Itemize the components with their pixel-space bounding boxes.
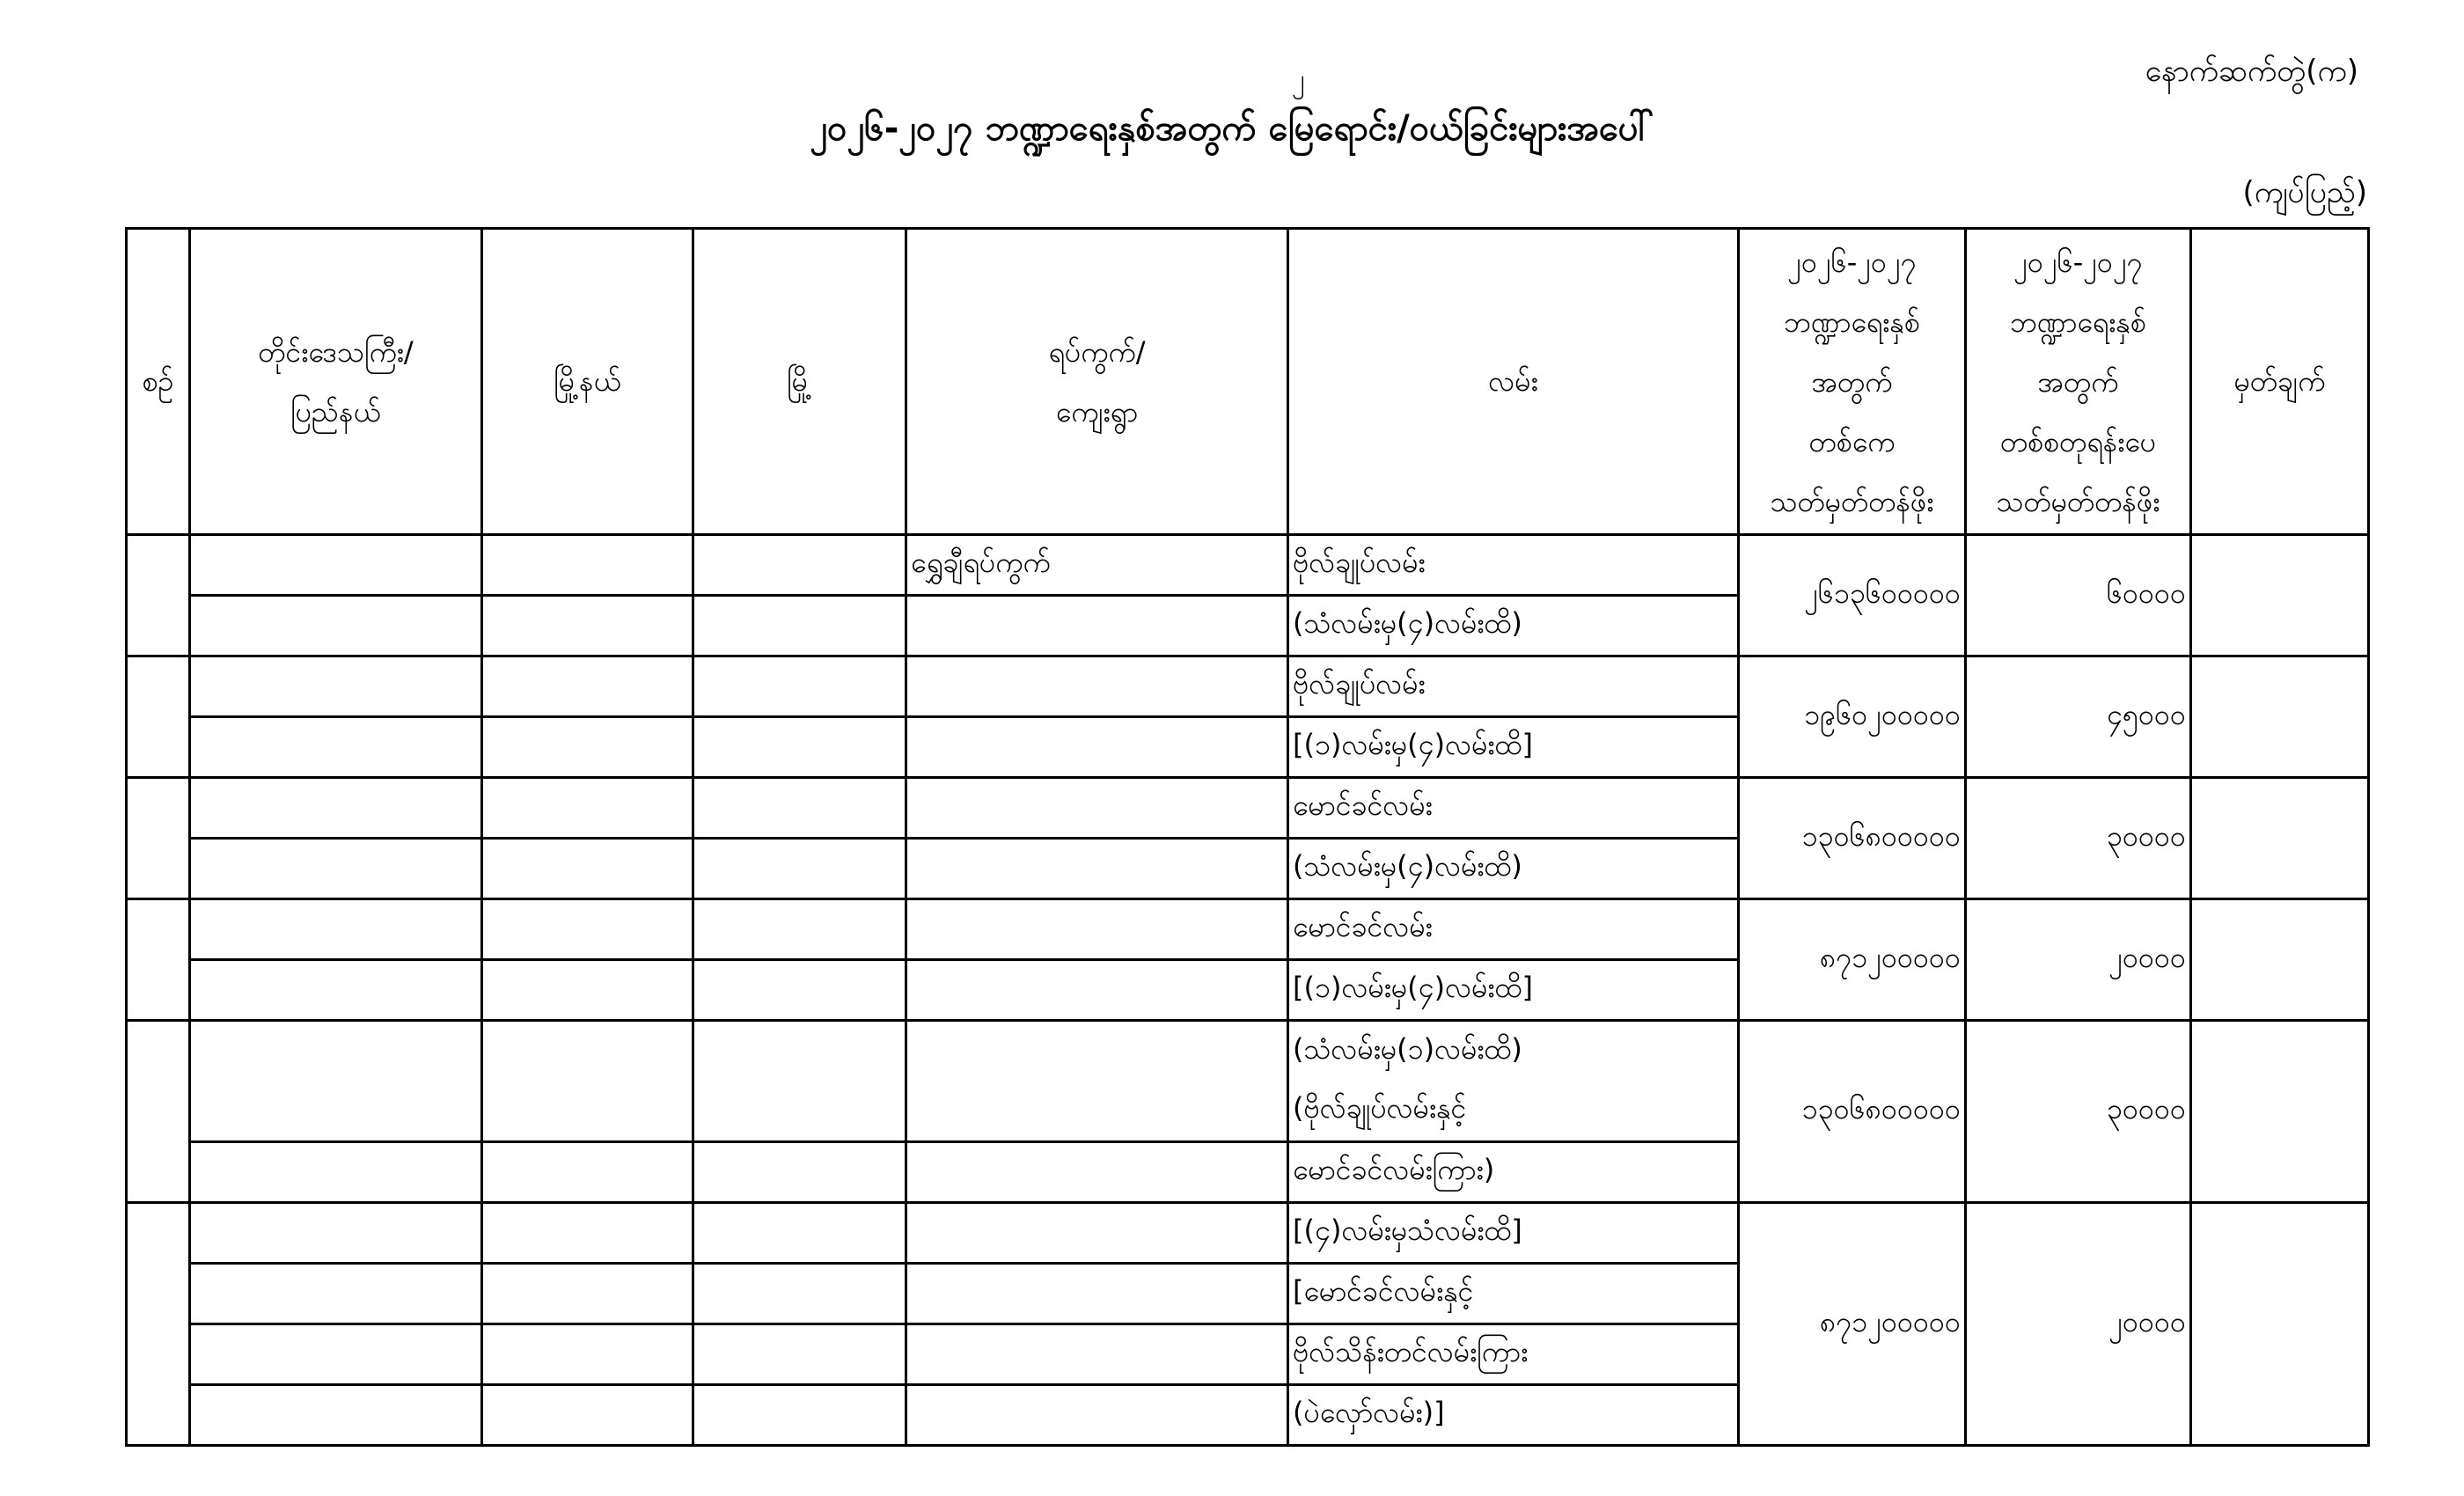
street-cell: မောင်ခင်လမ်းကြား) (1288, 1142, 1739, 1203)
street-cell: (သံလမ်းမှ(၄)လမ်းထိ) (1288, 596, 1739, 656)
street-cell: (ဗိုလ်ချုပ်လမ်းနှင့် (1288, 1082, 1739, 1142)
value-per-acre-cell: ၁၃၀၆၈၀၀၀၀၀ (1739, 778, 1966, 899)
value-per-acre-cell: ၈၇၁၂၀၀၀၀၀ (1739, 1203, 1966, 1446)
town-cell (693, 1264, 906, 1324)
street-cell: [မောင်ခင်လမ်းနှင့် (1288, 1264, 1739, 1324)
table-row (127, 535, 2369, 596)
ward-cell (906, 1021, 1288, 1142)
town-cell (693, 839, 906, 899)
column-header-value-per-sqft: ၂၀၂၆-၂၀၂၇ ဘဏ္ဍာရေးနှစ် အတွက် တစ်စတုရန်းပေ သတ်မှတ်တန်ဖိုး (1966, 229, 2191, 535)
table-row (127, 1203, 2369, 1264)
ward-cell (906, 839, 1288, 899)
region-cell (190, 596, 482, 656)
value-per-sqft-cell: ၆၀၀၀၀ (1966, 535, 2191, 656)
township-cell (482, 1021, 693, 1142)
value-per-acre-cell: ၈၇၁၂၀၀၀၀၀ (1739, 899, 1966, 1021)
value-per-acre-cell: ၁၉၆၀၂၀၀၀၀၀ (1739, 656, 1966, 778)
remarks-cell (2191, 656, 2369, 778)
serial-cell (127, 535, 190, 656)
township-cell (482, 535, 693, 596)
column-header-region: တိုင်းဒေသကြီး/ ပြည်နယ် (190, 229, 482, 535)
value-per-acre-cell: ၁၃၀၆၈၀၀၀၀၀ (1739, 1021, 1966, 1203)
table-header-row (127, 229, 2369, 535)
township-cell (482, 1385, 693, 1446)
town-cell (693, 1142, 906, 1203)
street-cell: မောင်ခင်လမ်း (1288, 899, 1739, 960)
town-cell (693, 596, 906, 656)
region-cell (190, 1142, 482, 1203)
serial-cell (127, 778, 190, 899)
town-cell (693, 1203, 906, 1264)
ward-cell (906, 960, 1288, 1021)
table-row (127, 656, 2369, 717)
remarks-cell (2191, 899, 2369, 1021)
value-per-sqft-cell: ၄၅၀၀၀ (1966, 656, 2191, 778)
township-cell (482, 1142, 693, 1203)
township-cell (482, 960, 693, 1021)
column-header-value-per-acre: ၂၀၂၆-၂၀၂၇ ဘဏ္ဍာရေးနှစ် အတွက် တစ်ကေ သတ်မှတ်တန်ဖိုး (1739, 229, 1966, 535)
township-cell (482, 1203, 693, 1264)
region-cell (190, 1324, 482, 1385)
town-cell (693, 656, 906, 717)
region-cell (190, 717, 482, 778)
region-cell (190, 839, 482, 899)
township-cell (482, 1264, 693, 1324)
street-cell: (သံလမ်းမှ(၁)လမ်းထိ) (1288, 1021, 1739, 1082)
ward-cell (906, 1324, 1288, 1385)
page-title: ၂၀၂၆-၂၀၂၇ ဘဏ္ဍာရေးနှစ်အတွက် မြေရောင်း/ဝယ်ခြင်းများအပေါ် (810, 108, 1654, 149)
serial-cell (127, 1021, 190, 1203)
serial-cell (127, 656, 190, 778)
ward-cell (906, 656, 1288, 717)
region-cell (190, 960, 482, 1021)
ward-cell (906, 778, 1288, 839)
page-number: ၂ (1292, 64, 1305, 95)
ward-cell (906, 1142, 1288, 1203)
column-header-town: မြို့ (693, 229, 906, 535)
town-cell (693, 1324, 906, 1385)
township-cell (482, 778, 693, 839)
region-cell (190, 778, 482, 839)
table-row (127, 899, 2369, 960)
street-cell: (သံလမ်းမှ(၄)လမ်းထိ) (1288, 839, 1739, 899)
remarks-cell (2191, 1203, 2369, 1446)
ward-cell: ရွှေချီရပ်ကွက် (906, 535, 1288, 596)
street-cell: [(၁)လမ်းမှ(၄)လမ်းထိ] (1288, 960, 1739, 1021)
street-cell: မောင်ခင်လမ်း (1288, 778, 1739, 839)
region-cell (190, 1264, 482, 1324)
remarks-cell (2191, 1021, 2369, 1203)
town-cell (693, 535, 906, 596)
column-header-street: လမ်း (1288, 229, 1739, 535)
column-header-township: မြို့နယ် (482, 229, 693, 535)
street-cell: ဗိုလ်ချုပ်လမ်း (1288, 535, 1739, 596)
region-cell (190, 1385, 482, 1446)
town-cell (693, 899, 906, 960)
value-per-sqft-cell: ၂၀၀၀၀ (1966, 899, 2191, 1021)
remarks-cell (2191, 535, 2369, 656)
land-value-table (125, 227, 2370, 1447)
table-row (127, 778, 2369, 839)
region-cell (190, 899, 482, 960)
street-cell: (ပဲလှော်လမ်း)] (1288, 1385, 1739, 1446)
township-cell (482, 656, 693, 717)
ward-cell (906, 899, 1288, 960)
region-cell (190, 1021, 482, 1142)
township-cell (482, 839, 693, 899)
table-row (127, 1021, 2369, 1082)
annex-label: နောက်ဆက်တွဲ(က) (2145, 54, 2358, 89)
town-cell (693, 960, 906, 1021)
remarks-cell (2191, 778, 2369, 899)
region-cell (190, 535, 482, 596)
serial-cell (127, 1203, 190, 1446)
street-cell: [(၄)လမ်းမှသံလမ်းထိ] (1288, 1203, 1739, 1264)
town-cell (693, 1385, 906, 1446)
town-cell (693, 717, 906, 778)
value-per-acre-cell: ၂၆၁၃၆၀၀၀၀၀ (1739, 535, 1966, 656)
ward-cell (906, 1385, 1288, 1446)
street-cell: ဗိုလ်သိန်းတင်လမ်းကြား (1288, 1324, 1739, 1385)
street-cell: [(၁)လမ်းမှ(၄)လမ်းထိ] (1288, 717, 1739, 778)
value-per-sqft-cell: ၃၀၀၀၀ (1966, 778, 2191, 899)
region-cell (190, 1203, 482, 1264)
township-cell (482, 899, 693, 960)
township-cell (482, 596, 693, 656)
ward-cell (906, 596, 1288, 656)
region-cell (190, 656, 482, 717)
column-header-serial: စဉ် (127, 229, 190, 535)
value-per-sqft-cell: ၂၀၀၀၀ (1966, 1203, 2191, 1446)
value-per-sqft-cell: ၃၀၀၀၀ (1966, 1021, 2191, 1203)
township-cell (482, 717, 693, 778)
ward-cell (906, 717, 1288, 778)
unit-label: (ကျပ်ပြည့်) (2242, 175, 2367, 210)
town-cell (693, 778, 906, 839)
ward-cell (906, 1264, 1288, 1324)
column-header-remarks: မှတ်ချက် (2191, 229, 2369, 535)
ward-cell (906, 1203, 1288, 1264)
serial-cell (127, 899, 190, 1021)
township-cell (482, 1324, 693, 1385)
town-cell (693, 1021, 906, 1142)
column-header-ward: ရပ်ကွက်/ ကျေးရွာ (906, 229, 1288, 535)
street-cell: ဗိုလ်ချုပ်လမ်း (1288, 656, 1739, 717)
